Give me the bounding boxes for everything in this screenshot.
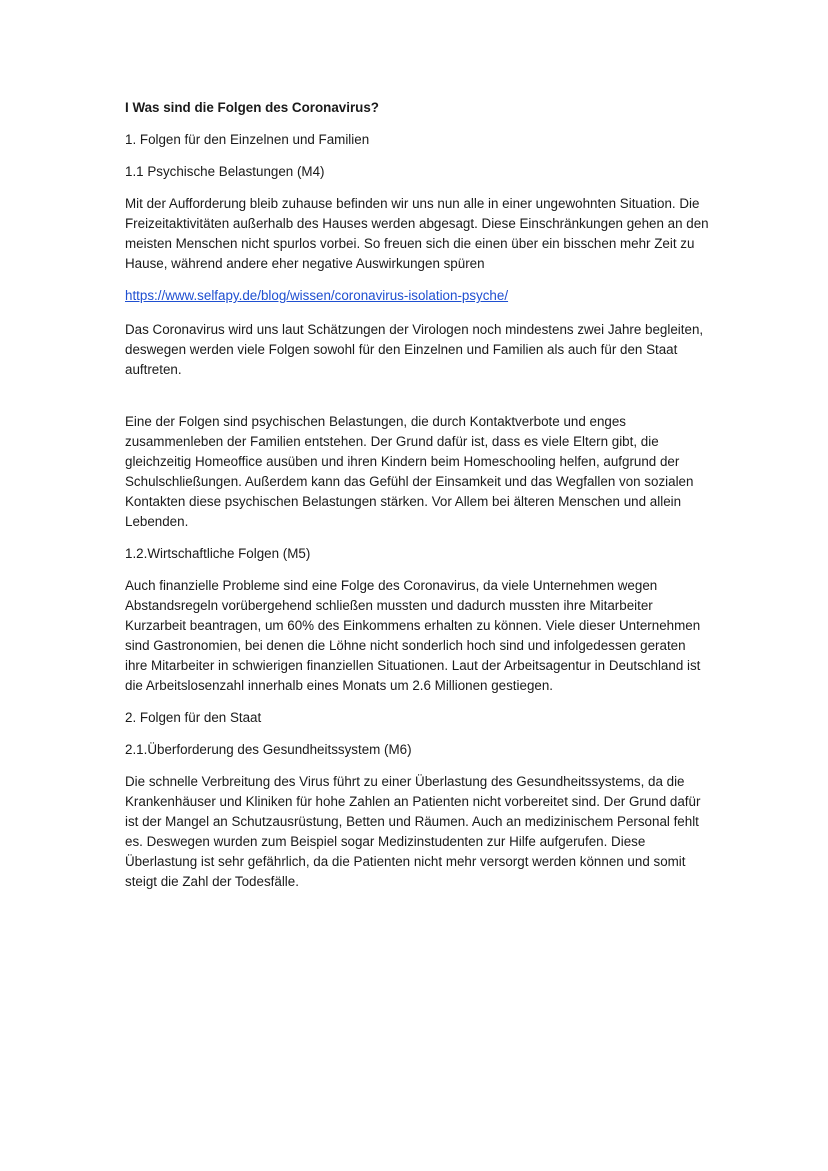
paragraph-virologists: Das Coronavirus wird uns laut Schätzungen der Virologen noch mindestens zwei Jahre begleiten, deswegen werden viele Folgen sowohl für den Einzelnen und Familien als auch für den Staat auftreten. [125,322,704,377]
section-heading-2: 2. Folgen für den Staat [125,710,262,725]
paragraph-health-system: Die schnelle Verbreitung des Virus führt zu einer Überlastung des Gesundheitssystems, da die Krankenhäuser und Kliniken für hohe Zahlen an Patienten nicht vorbereitet sind. Der Grund dafür ist der Mangel an Schutzausrüstung, Betten und Räumen. Auch an medizinischem Personal fehlt es. Deswegen wurden zum Beispiel sogar Medizinstudenten zur Hilfe aufgerufen. Diese Überlastung ist sehr gefährlich, da die Patienten nicht mehr versorgt werden können und somit steigt die Zahl der Todesfälle. [125,774,701,889]
paragraph-psychological-stress: Eine der Folgen sind psychischen Belastungen, die durch Kontaktverbote und enges zusammenleben der Familien entstehen. Der Grund dafür ist, dass es viele Eltern gibt, die gleichzeitig Homeoffice ausüben und ihren Kindern beim Homeschooling helfen, aufgrund der Schulschließungen. Außerdem kann das Gefühl der Einsamkeit und das Wegfallen von sozialen Kontakten diese psychischen Belastungen stärken. Vor Allem bei älteren Menschen und allein Lebenden. [125,414,694,529]
paragraph-isolation: Mit der Aufforderung bleib zuhause befinden wir uns nun alle in einer ungewohnten Situation. Die Freizeitaktivitäten außerhalb des Hauses werden abgesagt. Diese Einschränkungen gehen an den meisten Menschen nicht spurlos vorbei. So freuen sich die einen über ein bisschen mehr Zeit zu Hause, während andere eher negative Auswirkungen spüren [125,196,709,271]
source-link[interactable]: https://www.selfapy.de/blog/wissen/coronavirus-isolation-psyche/ [125,288,509,303]
subsection-heading-2-1: 2.1.Überforderung des Gesundheitssystem (M6) [125,742,412,757]
subsection-heading-1-1: 1.1 Psychische Belastungen (M4) [125,164,325,179]
document-body [125,98,710,904]
section-heading-1: 1. Folgen für den Einzelnen und Familien [125,132,370,147]
paragraph-economic: Auch finanzielle Probleme sind eine Folge des Coronavirus, da viele Unternehmen wegen Abstandsregeln vorübergehend schließen mussten und dadurch mussten ihre Mitarbeiter Kurzarbeit beantragen, um 60% des Einkommens erhalten zu können. Viele dieser Unternehmen sind Gastronomien, bei denen die Löhne nicht sonderlich hoch sind und infolgedessen geraten ihre Mitarbeiter in schwierigen finanziellen Situationen. Laut der Arbeitsagentur in Deutschland ist die Arbeitslosenzahl innerhalb eines Monats um 2.6 Millionen gestiegen. [125,578,701,693]
document-title: I Was sind die Folgen des Coronavirus? [125,100,379,115]
subsection-heading-1-2: 1.2.Wirtschaftliche Folgen (M5) [125,546,311,561]
